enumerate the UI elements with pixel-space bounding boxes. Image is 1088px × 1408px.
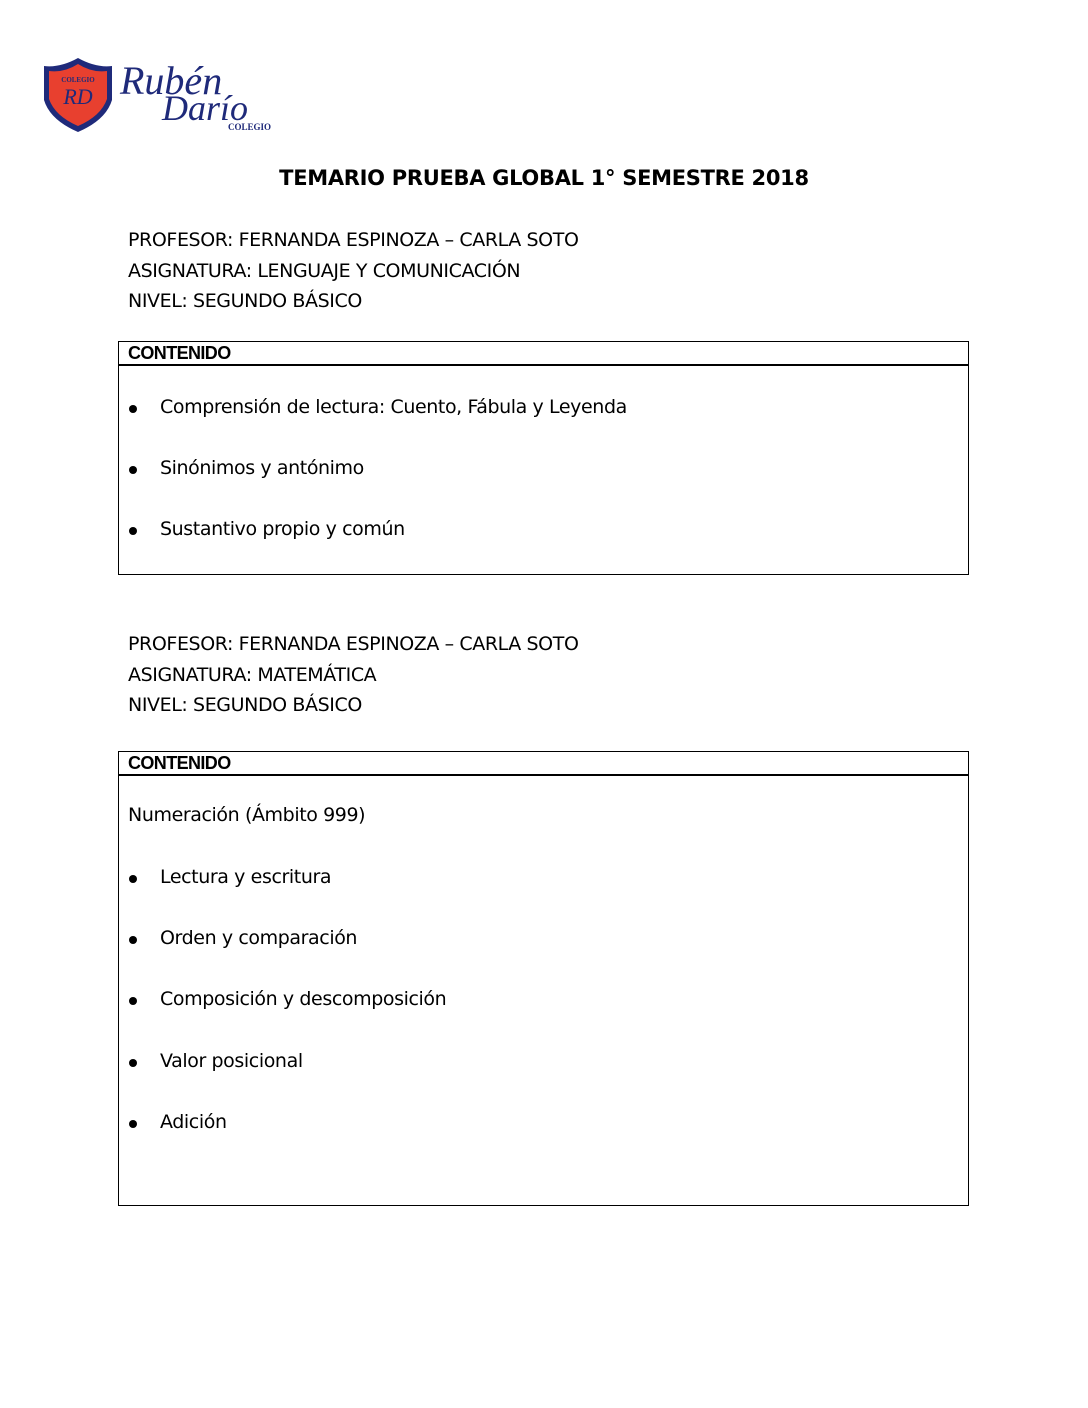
list-item-text: Composición y descomposición <box>160 988 447 1010</box>
asignatura-label: ASIGNATURA: MATEMÁTICA <box>128 663 377 686</box>
svg-text:COLEGIO: COLEGIO <box>228 122 272 132</box>
list-item-text: Valor posicional <box>160 1050 303 1072</box>
content-header: CONTENIDO <box>119 752 968 776</box>
bullet-icon <box>129 527 137 535</box>
profesor-label: PROFESOR: FERNANDA ESPINOZA – CARLA SOTO <box>128 229 579 251</box>
list-item-text: Sustantivo propio y común <box>160 518 405 540</box>
bullet-icon <box>129 1120 137 1128</box>
content-intro: Numeración (Ámbito 999) <box>128 804 366 826</box>
nivel-label: NIVEL: SEGUNDO BÁSICO <box>128 694 362 716</box>
section-info-matematica <box>128 629 579 721</box>
svg-text:Rubén: Rubén <box>120 58 223 103</box>
asignatura-label: ASIGNATURA: LENGUAJE Y COMUNICACIÓN <box>128 259 521 282</box>
bullet-icon <box>129 1059 137 1067</box>
svg-text:Darío: Darío <box>162 88 249 128</box>
svg-text:COLEGIO: COLEGIO <box>61 76 95 84</box>
list-item-text: Orden y comparación <box>160 927 358 949</box>
profesor-label: PROFESOR: FERNANDA ESPINOZA – CARLA SOTO <box>128 633 579 655</box>
list-item-text: Sinónimos y antónimo <box>160 457 364 479</box>
bullet-icon <box>129 405 137 413</box>
content-header: CONTENIDO <box>119 342 968 366</box>
bullet-icon <box>129 875 137 883</box>
content-table-matematica <box>118 751 969 1206</box>
bullet-icon <box>129 466 137 474</box>
list-item-text: Adición <box>160 1111 227 1133</box>
content-table-lenguaje <box>118 341 969 575</box>
page-title: TEMARIO PRUEBA GLOBAL 1° SEMESTRE 2018 <box>279 166 809 190</box>
nivel-label: NIVEL: SEGUNDO BÁSICO <box>128 290 362 312</box>
bullet-icon <box>129 936 137 944</box>
list-item-text: Comprensión de lectura: Cuento, Fábula y Leyenda <box>160 396 627 418</box>
list-item-text: Lectura y escritura <box>160 866 332 888</box>
bullet-icon <box>129 997 137 1005</box>
school-logo <box>40 56 280 134</box>
svg-text:RD: RD <box>63 84 93 109</box>
school-logo-image <box>40 56 280 134</box>
section-info-lenguaje <box>128 225 579 317</box>
